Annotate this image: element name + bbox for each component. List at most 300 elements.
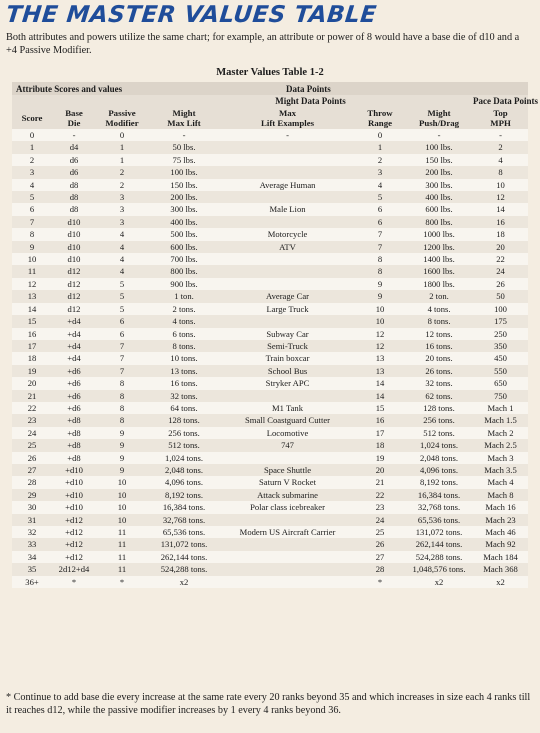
max-lift-example-cell (220, 216, 355, 228)
might-max-lift-cell: 75 lbs. (172, 154, 196, 165)
might-push-drag-cell: 800 lbs. (425, 216, 453, 227)
base-die-cell: +d4 (67, 316, 81, 327)
table-row (12, 576, 528, 588)
max-lift-example-cell (220, 315, 355, 327)
passive-modifier-cell: 10 (117, 514, 127, 525)
table-body (12, 129, 528, 588)
score-cell: 13 (27, 291, 37, 302)
max-lift-example-cell: Saturn V Rocket (259, 477, 317, 488)
score-cell: 11 (27, 266, 37, 277)
table-row (12, 452, 528, 464)
base-die-cell: +d6 (67, 402, 81, 413)
column-header-passive-modifier: Passive Modifier (96, 107, 148, 129)
table-row (12, 514, 528, 526)
top-mph-cell: 175 (494, 316, 507, 327)
base-die-cell: d10 (67, 229, 81, 240)
table-row (12, 563, 528, 575)
header-row-columns (12, 107, 528, 129)
max-lift-example-cell (220, 538, 355, 550)
throw-range-cell: 19 (375, 452, 385, 463)
base-die-cell: +d8 (67, 427, 81, 438)
base-die-cell: d12 (67, 266, 81, 277)
throw-range-cell: 7 (377, 241, 383, 252)
table-caption: Master Values Table 1-2 (216, 67, 324, 78)
might-push-drag-cell: 2 ton. (429, 291, 449, 302)
passive-modifier-cell: 5 (119, 278, 125, 289)
top-mph-cell: - (499, 130, 502, 140)
throw-range-cell: 25 (375, 527, 385, 537)
might-push-drag-cell: 32,768 tons. (417, 502, 461, 513)
base-die-cell: d8 (69, 204, 79, 215)
score-cell: 12 (27, 278, 37, 289)
score-cell: 2 (29, 154, 35, 165)
passive-modifier-cell: 9 (119, 440, 125, 451)
might-push-drag-cell: 131,072 tons. (415, 527, 463, 537)
top-mph-cell: 450 (494, 353, 507, 364)
top-mph-cell: 18 (496, 229, 505, 240)
might-max-lift-cell: 200 lbs. (170, 192, 198, 203)
table-row (12, 476, 528, 488)
might-max-lift-cell: 900 lbs. (170, 278, 198, 289)
throw-range-cell: 13 (375, 365, 385, 376)
passive-modifier-cell: 11 (117, 527, 127, 537)
top-mph-cell: 8 (498, 167, 503, 178)
max-lift-example-cell (220, 166, 355, 178)
base-die-cell: +d10 (65, 464, 83, 475)
column-header-might-push-drag: Might Push/Drag (405, 107, 473, 129)
max-lift-example-cell: Large Truck (266, 303, 309, 314)
base-die-cell: * (71, 576, 77, 587)
base-die-cell: d10 (67, 216, 81, 227)
passive-modifier-cell: 5 (119, 291, 125, 302)
base-die-cell: d12 (67, 278, 81, 289)
might-max-lift-cell: 2 tons. (172, 303, 196, 314)
base-die-cell: +d10 (65, 477, 83, 488)
top-mph-cell: 2 (498, 142, 503, 153)
max-lift-example-cell: Semi-Truck (267, 340, 308, 351)
column-header-throw-range: Throw Range (355, 107, 405, 129)
might-push-drag-cell: 128 tons. (423, 402, 455, 413)
throw-range-cell: 22 (375, 489, 385, 500)
max-lift-example-cell: Stryker APC (265, 378, 310, 389)
might-push-drag-cell: 4 tons. (427, 303, 451, 314)
might-max-lift-cell: 64 tons. (170, 402, 198, 413)
might-push-drag-cell: 100 lbs. (425, 142, 453, 153)
throw-range-cell: 10 (375, 303, 385, 314)
score-cell: 31 (27, 514, 37, 525)
header-pace-data-points: Pace Data Points (473, 96, 539, 106)
table-row (12, 166, 528, 178)
might-push-drag-cell: 300 lbs. (425, 179, 453, 190)
top-mph-cell: 24 (496, 266, 505, 277)
top-mph-cell: Mach 23 (485, 514, 516, 525)
might-push-drag-cell: 16,384 tons. (417, 489, 461, 500)
passive-modifier-cell: 2 (119, 179, 125, 190)
max-lift-example-cell: Motorcycle (267, 229, 308, 240)
base-die-cell: +d10 (65, 502, 83, 513)
passive-modifier-cell: 6 (119, 328, 125, 339)
score-cell: 17 (27, 340, 37, 351)
score-cell: 34 (27, 551, 37, 562)
passive-modifier-cell: 8 (119, 415, 125, 426)
score-cell: 9 (29, 241, 35, 252)
table-row (12, 141, 528, 153)
max-lift-example-cell: School Bus (267, 365, 308, 376)
might-max-lift-cell: 4,096 tons. (165, 477, 203, 488)
top-mph-cell: 550 (494, 365, 507, 376)
score-cell: 19 (27, 365, 37, 376)
score-cell: 30 (27, 502, 37, 513)
table-row (12, 265, 528, 277)
might-push-drag-cell: 4,096 tons. (420, 464, 459, 475)
passive-modifier-cell: 10 (117, 489, 127, 500)
top-mph-cell: 16 (496, 216, 505, 227)
top-mph-cell: 750 (494, 390, 507, 401)
table-row (12, 439, 528, 451)
might-max-lift-cell: 10 tons. (170, 353, 198, 364)
table-row (12, 551, 528, 563)
master-values-table (12, 82, 539, 588)
max-lift-example-cell: 747 (281, 440, 294, 451)
passive-modifier-cell: 4 (119, 241, 125, 252)
top-mph-cell: x2 (496, 576, 505, 587)
throw-range-cell: 1 (377, 142, 383, 153)
might-max-lift-cell: 6 tons. (172, 328, 196, 339)
might-push-drag-cell: 1400 lbs. (423, 254, 455, 265)
throw-range-cell: 28 (375, 564, 385, 575)
passive-modifier-cell: 11 (117, 551, 127, 562)
passive-modifier-cell: 0 (119, 130, 125, 140)
throw-range-cell: 16 (375, 415, 385, 426)
might-max-lift-cell: 8 tons. (172, 340, 196, 351)
table-row (12, 290, 528, 302)
top-mph-cell: Mach 8 (487, 489, 514, 500)
table-row (12, 315, 528, 327)
passive-modifier-cell: 10 (117, 502, 127, 513)
might-max-lift-cell: 2,048 tons. (165, 464, 203, 475)
score-cell: 24 (27, 427, 37, 438)
max-lift-example-cell: Subway Car (266, 328, 309, 339)
table-row (12, 203, 528, 215)
might-max-lift-cell: 800 lbs. (170, 266, 198, 277)
score-cell: 35 (27, 564, 37, 575)
top-mph-cell: Mach 1 (487, 402, 514, 413)
top-mph-cell: 250 (494, 328, 507, 339)
passive-modifier-cell: 5 (119, 303, 125, 314)
passive-modifier-cell: 7 (119, 353, 125, 364)
base-die-cell: +d12 (65, 514, 83, 525)
max-lift-example-cell (220, 154, 355, 166)
base-die-cell: +d12 (65, 539, 83, 550)
score-cell: 22 (27, 402, 37, 413)
throw-range-cell: 24 (375, 514, 385, 525)
throw-range-cell: 0 (377, 130, 383, 140)
score-cell: 3 (29, 167, 35, 178)
max-lift-example-cell: Small Coastguard Cutter (245, 415, 331, 426)
base-die-cell: +d6 (67, 390, 81, 401)
throw-range-cell: 8 (377, 266, 383, 277)
throw-range-cell: 23 (375, 502, 385, 513)
might-max-lift-cell: 512 tons. (168, 440, 200, 451)
throw-range-cell: 14 (375, 378, 385, 389)
throw-range-cell: 6 (377, 204, 383, 215)
table-row (12, 241, 528, 253)
might-push-drag-cell: 62 tons. (425, 390, 453, 401)
table-row (12, 352, 528, 364)
base-die-cell: - (72, 130, 76, 140)
table-row (12, 538, 528, 550)
base-die-cell: +d8 (67, 415, 81, 426)
base-die-cell: +d4 (67, 340, 81, 351)
might-push-drag-cell: 2,048 tons. (420, 452, 459, 463)
passive-modifier-cell: 4 (119, 229, 125, 240)
column-header-base-die: Base Die (52, 107, 96, 129)
max-lift-example-cell: M1 Tank (272, 402, 304, 413)
throw-range-cell: 12 (375, 328, 385, 339)
top-mph-cell: 4 (498, 154, 503, 165)
might-push-drag-cell: 1200 lbs. (423, 241, 455, 252)
table-row (12, 179, 528, 191)
table-row (12, 303, 528, 315)
score-cell: 26 (27, 452, 37, 463)
score-cell: 10 (27, 254, 37, 265)
max-lift-example-cell: Average Human (259, 179, 316, 190)
table-row (12, 328, 528, 340)
table-row (12, 365, 528, 377)
base-die-cell: d12 (67, 303, 81, 314)
score-cell: 25 (27, 440, 37, 451)
column-header-top-mph: Top MPH (473, 107, 528, 129)
might-max-lift-cell: 131,072 tons. (160, 539, 208, 550)
throw-range-cell: 15 (375, 402, 385, 413)
might-max-lift-cell: x2 (179, 576, 189, 587)
top-mph-cell: 14 (496, 204, 505, 215)
max-lift-example-cell: Train boxcar (265, 353, 310, 364)
score-cell: 28 (27, 477, 37, 488)
max-lift-example-cell (220, 265, 355, 277)
passive-modifier-cell: 1 (119, 154, 125, 165)
throw-range-cell: 4 (377, 179, 383, 190)
score-cell: 4 (29, 179, 35, 190)
throw-range-cell: 20 (375, 464, 385, 475)
score-cell: 21 (27, 390, 37, 401)
column-header-might-max-lift: Might Max Lift (148, 107, 220, 129)
score-cell: 29 (27, 489, 37, 500)
passive-modifier-cell: 7 (119, 340, 125, 351)
score-cell: 23 (27, 415, 37, 426)
top-mph-cell: Mach 16 (485, 502, 516, 513)
might-push-drag-cell: 512 tons. (423, 427, 455, 438)
might-push-drag-cell: - (437, 130, 441, 140)
passive-modifier-cell: 3 (119, 216, 125, 227)
top-mph-cell: Mach 1.5 (484, 415, 517, 426)
master-values-table-container (12, 82, 539, 588)
score-cell: 36+ (25, 576, 39, 587)
table-row (12, 526, 528, 538)
table-row (12, 228, 528, 240)
header-might-data-points: Might Data Points (148, 95, 473, 107)
base-die-cell: d8 (69, 179, 79, 190)
throw-range-cell: 18 (375, 440, 385, 451)
throw-range-cell: 3 (377, 167, 383, 178)
top-mph-cell: Mach 3.5 (484, 464, 517, 475)
passive-modifier-cell: 6 (119, 316, 125, 327)
might-push-drag-cell: 8,192 tons. (420, 477, 459, 488)
score-cell: 20 (27, 378, 37, 389)
might-push-drag-cell: 1000 lbs. (423, 229, 455, 240)
max-lift-example-cell (220, 514, 355, 526)
max-lift-example-cell (220, 551, 355, 563)
footnote: * Continue to add base die every increase at the same rate every 20 ranks beyond 35 and which increases in size each 4 ranks till it reaches d12, while the passive modifier increases by 1 every 4 ranks beyond 36. (6, 692, 531, 716)
base-die-cell: d8 (69, 192, 79, 203)
max-lift-example-cell (220, 141, 355, 153)
passive-modifier-cell: * (119, 576, 125, 587)
table-row (12, 129, 528, 141)
top-mph-cell: Mach 184 (483, 551, 518, 562)
might-push-drag-cell: 1,024 tons. (420, 440, 459, 451)
table-row (12, 191, 528, 203)
page-title: THE MASTER VALUES TABLE (4, 2, 378, 28)
might-max-lift-cell: 150 lbs. (170, 179, 198, 190)
throw-range-cell: 27 (375, 551, 385, 562)
might-push-drag-cell: 16 tons. (425, 340, 453, 351)
score-cell: 6 (29, 204, 35, 215)
table-row (12, 154, 528, 166)
passive-modifier-cell: 8 (119, 402, 125, 413)
table-row (12, 390, 528, 402)
throw-range-cell: 12 (375, 340, 385, 351)
top-mph-cell: 50 (496, 291, 505, 302)
table-row (12, 278, 528, 290)
max-lift-example-cell (220, 253, 355, 265)
max-lift-example-cell: Polar class icebreaker (250, 502, 325, 513)
base-die-cell: 2d12+d4 (58, 564, 90, 575)
might-max-lift-cell: 16 tons. (170, 378, 198, 389)
top-mph-cell: 22 (496, 254, 505, 265)
base-die-cell: +d4 (67, 353, 81, 364)
top-mph-cell: 650 (494, 378, 507, 389)
might-max-lift-cell: 1,024 tons. (165, 452, 203, 463)
passive-modifier-cell: 9 (119, 464, 125, 475)
might-max-lift-cell: 300 lbs. (170, 204, 198, 215)
passive-modifier-cell: 3 (119, 204, 125, 215)
max-lift-example-cell (220, 191, 355, 203)
top-mph-cell: Mach 368 (483, 564, 518, 575)
header-row-subgroups (12, 95, 528, 107)
passive-modifier-cell: 7 (119, 365, 125, 376)
might-max-lift-cell: 13 tons. (170, 365, 198, 376)
score-cell: 18 (27, 353, 37, 364)
base-die-cell: d6 (69, 167, 79, 178)
might-max-lift-cell: 262,144 tons. (160, 551, 208, 562)
might-max-lift-cell: 524,288 tons. (160, 564, 208, 575)
throw-range-cell: 8 (377, 254, 383, 265)
throw-range-cell: * (377, 576, 383, 587)
score-cell: 1 (29, 142, 35, 153)
top-mph-cell: Mach 4 (487, 477, 514, 488)
throw-range-cell: 17 (375, 427, 385, 438)
passive-modifier-cell: 1 (119, 142, 125, 153)
passive-modifier-cell: 11 (117, 564, 127, 575)
base-die-cell: +d8 (67, 440, 81, 451)
max-lift-example-cell: - (286, 130, 289, 140)
throw-range-cell: 13 (375, 353, 385, 364)
might-max-lift-cell: - (182, 130, 186, 140)
might-max-lift-cell: 16,384 tons. (162, 502, 206, 513)
table-row (12, 216, 528, 228)
might-push-drag-cell: 1,048,576 tons. (412, 564, 466, 575)
max-lift-example-cell: Average Car (266, 291, 310, 302)
top-mph-cell: 20 (496, 241, 505, 252)
table-row (12, 501, 528, 513)
might-max-lift-cell: 400 lbs. (170, 216, 198, 227)
might-push-drag-cell: 12 tons. (425, 328, 453, 339)
max-lift-example-cell (220, 576, 355, 588)
max-lift-example-cell: Modern US Aircraft Carrier (239, 527, 336, 537)
passive-modifier-cell: 10 (117, 477, 127, 488)
might-push-drag-cell: 8 tons. (427, 316, 451, 327)
passive-modifier-cell: 3 (119, 192, 125, 203)
might-max-lift-cell: 600 lbs. (170, 241, 198, 252)
might-max-lift-cell: 100 lbs. (170, 167, 198, 178)
top-mph-cell: 100 (494, 303, 507, 314)
passive-modifier-cell: 8 (119, 378, 125, 389)
max-lift-example-cell (220, 278, 355, 290)
base-die-cell: +d10 (65, 489, 83, 500)
might-max-lift-cell: 8,192 tons. (165, 489, 203, 500)
base-die-cell: +d12 (65, 527, 83, 537)
score-cell: 0 (29, 130, 35, 140)
table-row (12, 402, 528, 414)
might-max-lift-cell: 256 tons. (168, 427, 200, 438)
might-max-lift-cell: 50 lbs. (172, 142, 196, 153)
throw-range-cell: 14 (375, 390, 385, 401)
max-lift-example-cell: Attack submarine (257, 489, 318, 500)
table-row (12, 427, 528, 439)
throw-range-cell: 10 (375, 316, 385, 327)
intro-paragraph: Both attributes and powers utilize the same chart; for example, an attribute or power of 8 would have a base die of d10 and a +4 Passive Modifier. (6, 32, 520, 56)
max-lift-example-cell (220, 452, 355, 464)
top-mph-cell: 12 (496, 192, 505, 203)
might-push-drag-cell: 400 lbs. (425, 192, 453, 203)
table-row (12, 377, 528, 389)
base-die-cell: +d6 (67, 365, 81, 376)
base-die-cell: d12 (67, 291, 81, 302)
table-row (12, 414, 528, 426)
throw-range-cell: 26 (375, 539, 385, 550)
might-push-drag-cell: 1800 lbs. (423, 278, 455, 289)
might-push-drag-cell: 20 tons. (425, 353, 453, 364)
table-row (12, 253, 528, 265)
might-max-lift-cell: 4 tons. (172, 316, 196, 327)
might-push-drag-cell: 65,536 tons. (417, 514, 461, 525)
header-attribute-scores: Attribute Scores and values (12, 82, 220, 95)
top-mph-cell: Mach 46 (485, 527, 516, 537)
passive-modifier-cell: 2 (119, 167, 125, 178)
max-lift-example-cell (220, 563, 355, 575)
might-push-drag-cell: 262,144 tons. (415, 539, 463, 550)
score-cell: 32 (27, 527, 37, 537)
base-die-cell: +d8 (67, 452, 81, 463)
might-push-drag-cell: 1600 lbs. (423, 266, 455, 277)
might-max-lift-cell: 1 ton. (174, 291, 194, 302)
score-cell: 33 (27, 539, 37, 550)
passive-modifier-cell: 8 (119, 390, 125, 401)
base-die-cell: d10 (67, 254, 81, 265)
throw-range-cell: 21 (375, 477, 385, 488)
throw-range-cell: 9 (377, 291, 383, 302)
column-header-max-lift-examples: Max Lift Examples (220, 107, 355, 129)
